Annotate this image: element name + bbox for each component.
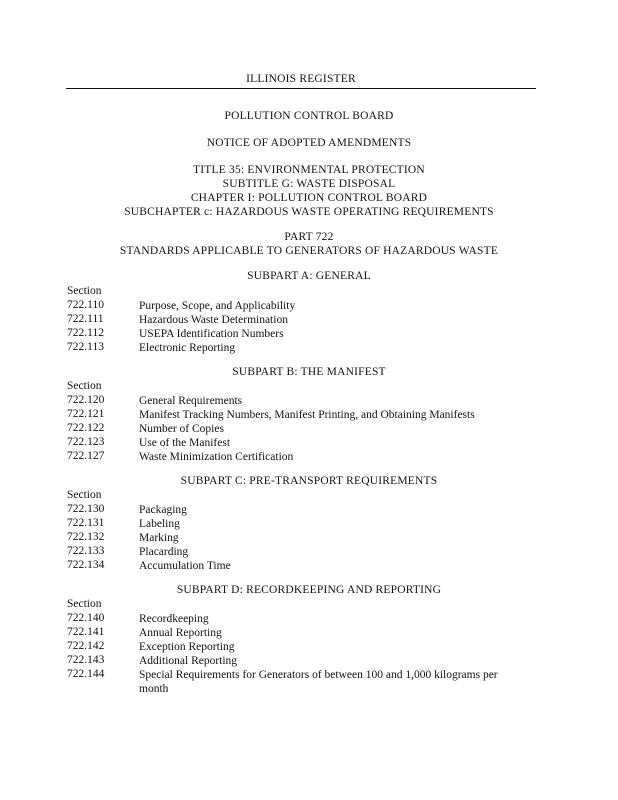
section-number: 722.122 — [67, 422, 105, 434]
section-title: Hazardous Waste Determination — [139, 314, 288, 326]
section-number: 722.113 — [67, 341, 104, 353]
section-number: 722.144 — [67, 668, 105, 680]
section-title: Exception Reporting — [139, 641, 235, 653]
register-header: ILLINOIS REGISTER — [246, 73, 356, 85]
section-number: 722.120 — [67, 394, 105, 406]
part-title-heading: STANDARDS APPLICABLE TO GENERATORS OF HAZARDOUS WASTE — [119, 245, 499, 257]
subpart-heading: SUBPART A: GENERAL — [247, 270, 371, 282]
section-title: USEPA Identification Numbers — [139, 328, 284, 340]
section-number: 722.131 — [67, 517, 105, 529]
section-label: Section — [67, 598, 102, 610]
section-title: Electronic Reporting — [139, 342, 236, 354]
board-heading: POLLUTION CONTROL BOARD — [224, 110, 394, 122]
section-title: Annual Reporting — [139, 627, 222, 639]
section-number: 722.123 — [67, 436, 105, 448]
section-title: Packaging — [139, 504, 187, 516]
section-title: Recordkeeping — [139, 613, 209, 625]
section-title: General Requirements — [139, 395, 243, 407]
section-number: 722.111 — [67, 313, 104, 325]
section-title: Number of Copies — [139, 423, 224, 435]
section-number: 722.134 — [67, 559, 105, 571]
section-title: Use of the Manifest — [139, 437, 231, 449]
section-label: Section — [67, 489, 102, 501]
chapter-heading: CHAPTER I: POLLUTION CONTROL BOARD — [190, 192, 428, 204]
section-title: Placarding — [139, 546, 189, 558]
section-number: 722.112 — [67, 327, 104, 339]
section-title: Purpose, Scope, and Applicability — [139, 300, 296, 312]
subtitle-heading: SUBTITLE G: WASTE DISPOSAL — [222, 178, 396, 190]
section-number: 722.127 — [67, 450, 105, 462]
section-number: 722.142 — [67, 640, 105, 652]
subpart-heading: SUBPART C: PRE-TRANSPORT REQUIREMENTS — [180, 475, 438, 487]
section-number: 722.132 — [67, 531, 105, 543]
section-number: 722.140 — [67, 612, 105, 624]
section-title: Special Requirements for Generators of between 100 and 1,000 kilograms per month — [139, 669, 498, 695]
header-rule — [66, 88, 536, 89]
section-title: Additional Reporting — [139, 655, 238, 667]
section-number: 722.121 — [67, 408, 105, 420]
section-title: Marking — [139, 532, 179, 544]
notice-heading: NOTICE OF ADOPTED AMENDMENTS — [206, 137, 412, 149]
section-label: Section — [67, 380, 102, 392]
section-title: Manifest Tracking Numbers, Manifest Printing, and Obtaining Manifests — [139, 409, 475, 421]
section-number: 722.133 — [67, 545, 105, 557]
section-number: 722.143 — [67, 654, 105, 666]
section-title: Waste Minimization Certification — [139, 451, 294, 463]
section-number: 722.141 — [67, 626, 105, 638]
subchapter-heading: SUBCHAPTER c: HAZARDOUS WASTE OPERATING REQUIREMENTS — [124, 206, 494, 218]
subpart-heading: SUBPART B: THE MANIFEST — [232, 366, 386, 378]
section-number: 722.110 — [67, 299, 104, 311]
section-label: Section — [67, 285, 102, 297]
part-heading: PART 722 — [284, 231, 334, 243]
section-number: 722.130 — [67, 503, 105, 515]
section-title: Accumulation Time — [139, 560, 231, 572]
subpart-heading: SUBPART D: RECORDKEEPING AND REPORTING — [176, 584, 442, 596]
title-heading: TITLE 35: ENVIRONMENTAL PROTECTION — [193, 164, 425, 176]
section-title: Labeling — [139, 518, 180, 530]
